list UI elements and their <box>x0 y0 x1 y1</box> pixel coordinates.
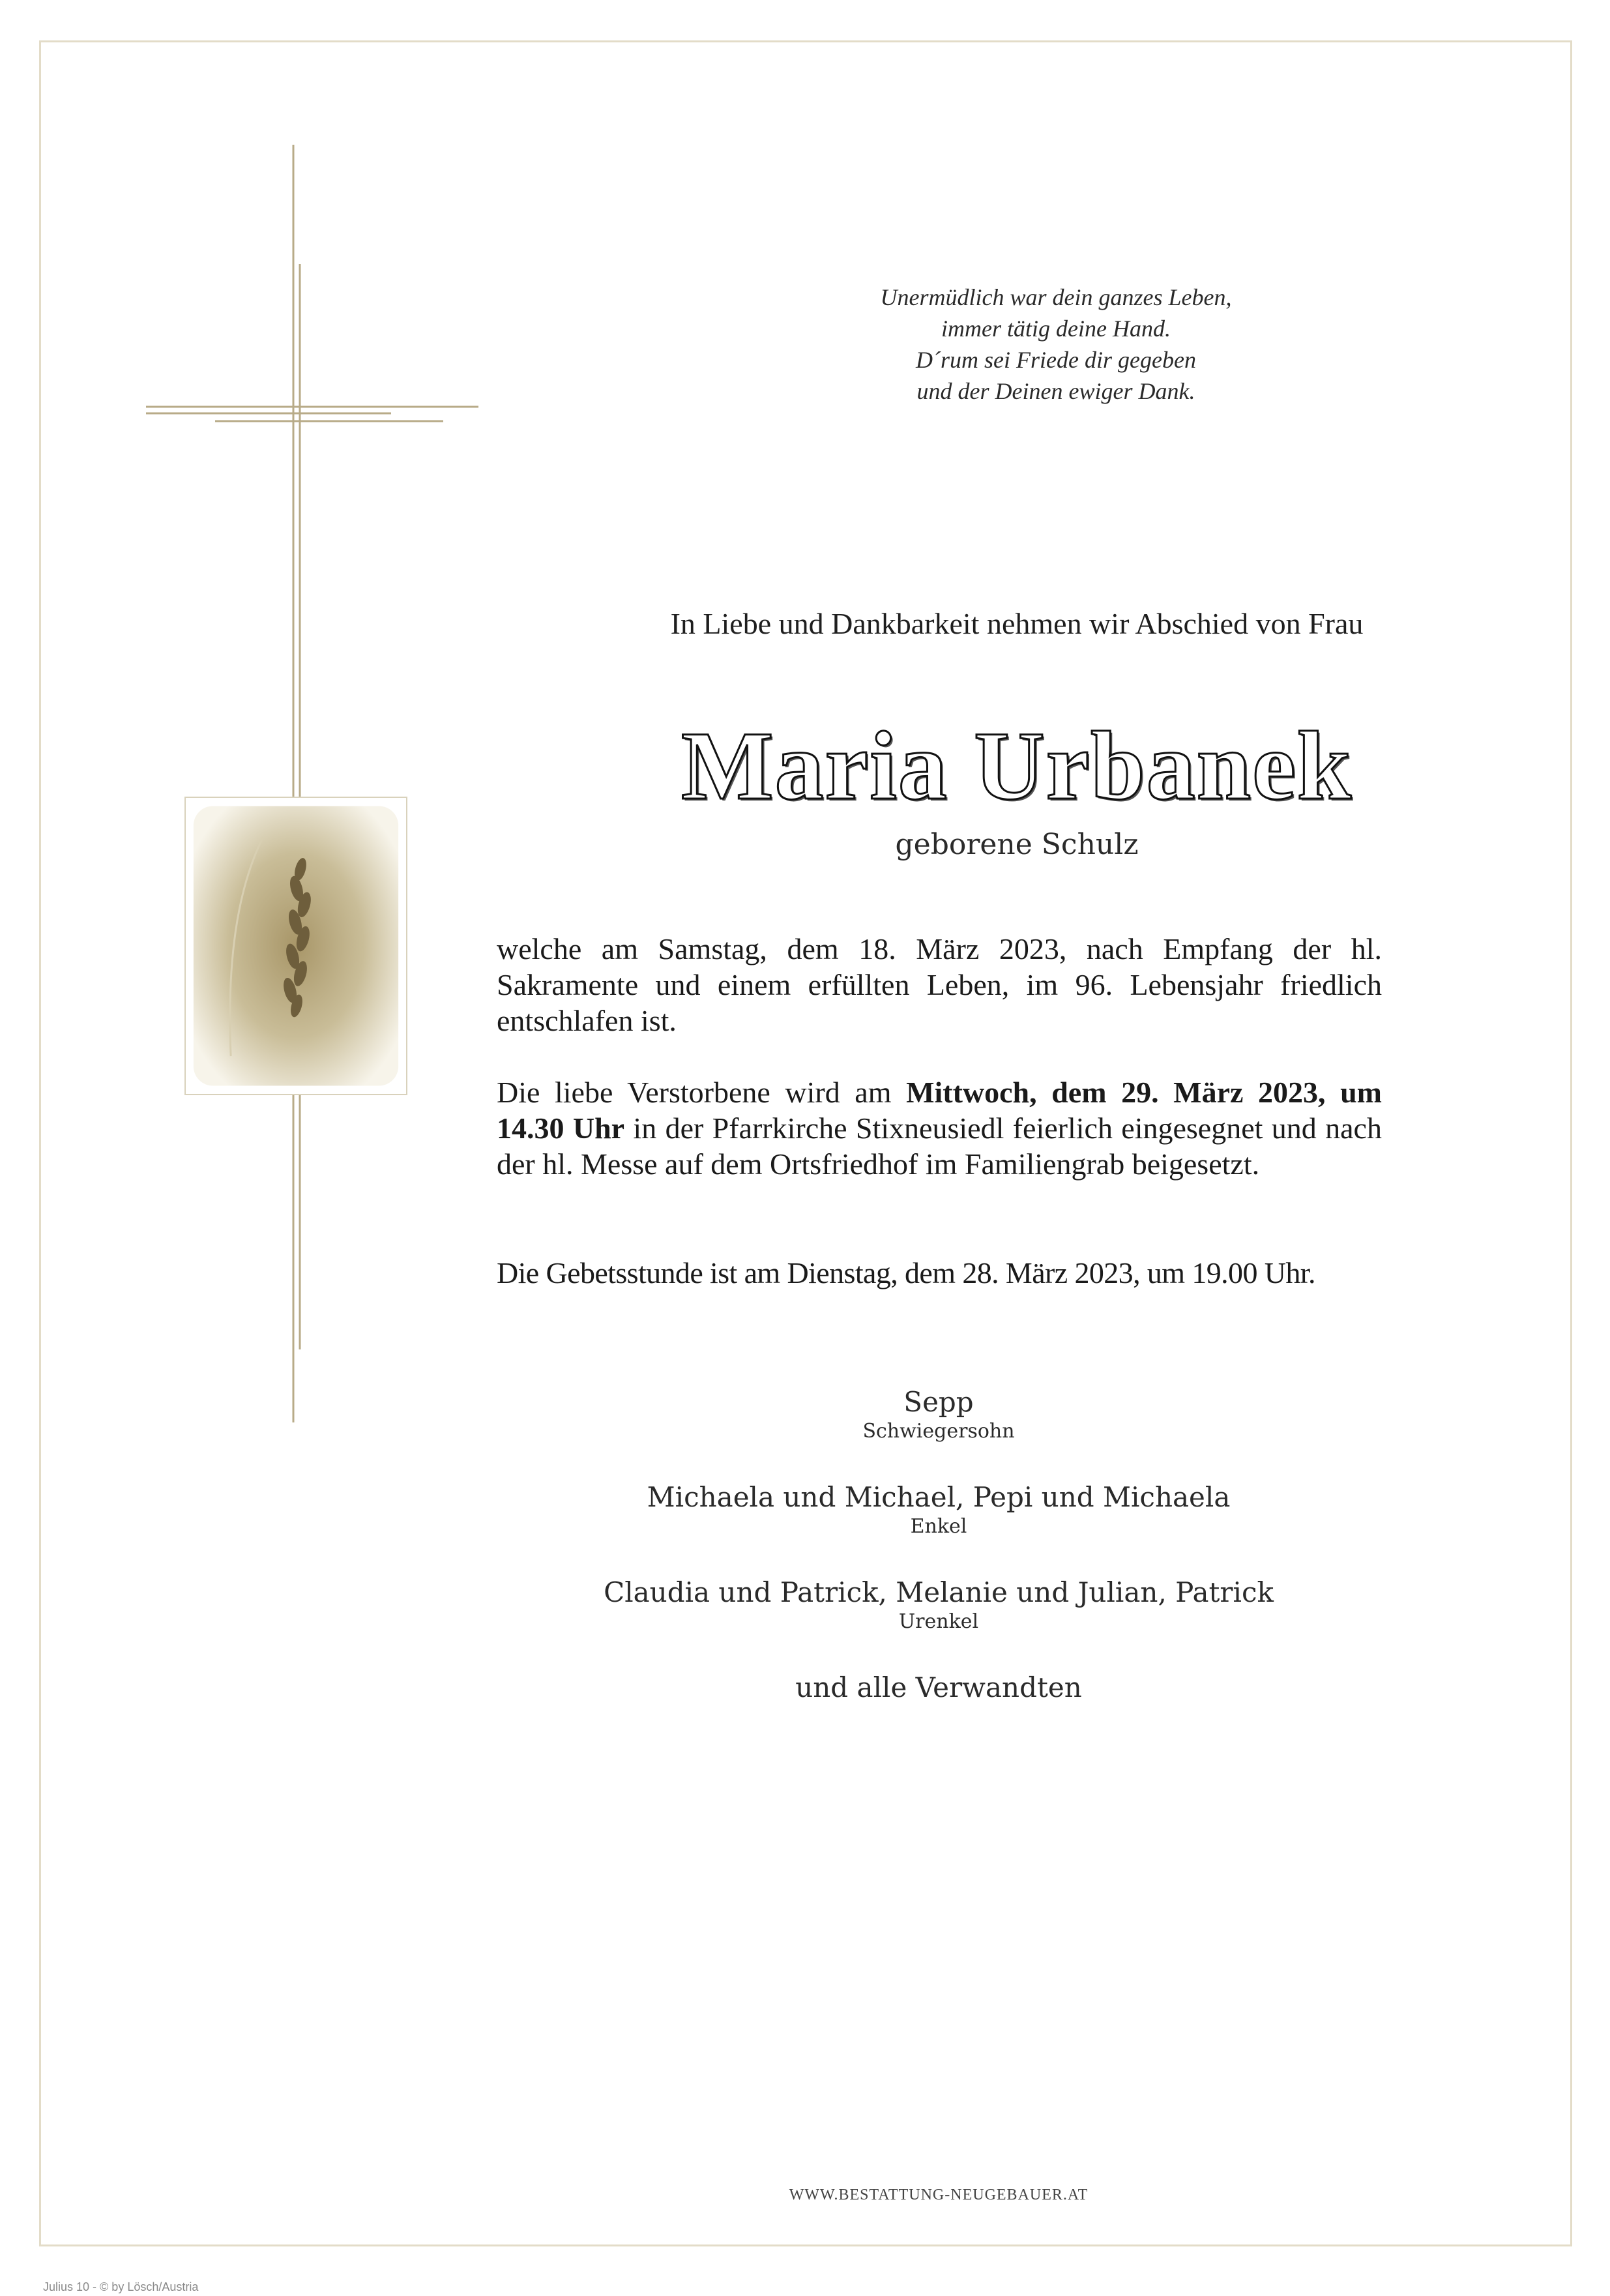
prayer-hour-paragraph: Die Gebetsstunde ist am Dienstag, dem 28. März 2023, um 19.00 Uhr. <box>497 1256 1315 1289</box>
funeral-text-end: in der Pfarrkirche Stixneusiedl feierlich eingesegnet und nach der hl. Messe auf dem Ortsfriedhof im Familiengrab beigesetzt. <box>497 1111 1382 1181</box>
closing-line: und alle Verwandten <box>795 1671 1082 1703</box>
funeral-text-start: Die liebe Verstorbene wird am <box>497 1076 907 1109</box>
mourner-role: Schwiegersohn <box>862 1420 1015 1443</box>
deceased-name: Maria Urbanek <box>681 712 1353 820</box>
mourner-names: Sepp <box>903 1386 974 1418</box>
mourner-names: Claudia und Patrick, Melanie und Julian, Patrick <box>604 1576 1274 1608</box>
quote-line: immer tätig deine Hand. <box>941 316 1171 342</box>
mourner-role: Enkel <box>910 1515 967 1538</box>
mourner-role: Urenkel <box>898 1610 979 1633</box>
funeral-home-url[interactable]: WWW.BESTATTUNG-NEUGEBAUER.AT <box>789 2186 1089 2203</box>
funeral-paragraph <box>497 1074 1382 1182</box>
quote-line: und der Deinen ewiger Dank. <box>916 378 1195 404</box>
death-notice-paragraph: welche am Samstag, dem 18. März 2023, nach Empfang der hl. Sakramente und einem erfüllten Leben, im 96. Lebensjahr friedlich entschlafen ist. <box>497 932 1382 1037</box>
memorial-quote <box>750 282 1362 407</box>
wheat-image <box>184 797 407 1095</box>
quote-line: Unermüdlich war dein ganzes Leben, <box>880 284 1232 310</box>
mourners-list <box>495 1385 1382 1705</box>
template-credit: Julius 10 - © by Lösch/Austria <box>43 2280 199 2293</box>
maiden-name: geborene Schulz <box>895 828 1139 861</box>
intro-line: In Liebe und Dankbarkeit nehmen wir Abschied von Frau <box>670 607 1364 640</box>
quote-line: D´rum sei Friede dir gegeben <box>916 347 1196 373</box>
mourner-names: Michaela und Michael, Pepi und Michaela <box>647 1481 1231 1513</box>
funeral-date-time: Mittwoch, dem 29. März 2023, um 14.30 Uhr <box>497 1076 1382 1145</box>
